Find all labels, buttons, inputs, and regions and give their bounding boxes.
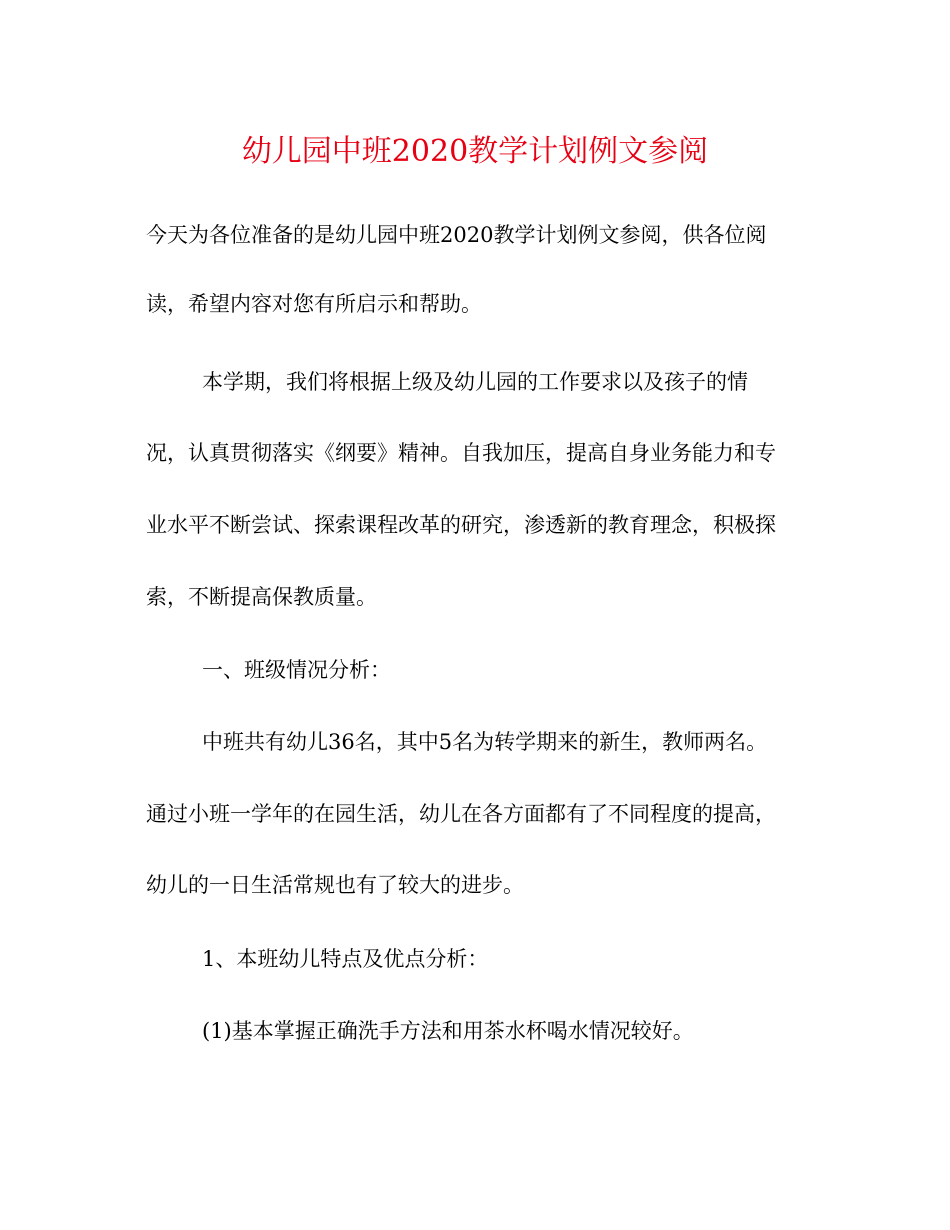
document-title: 幼儿园中班2020教学计划例文参阅 xyxy=(241,134,709,169)
paragraph-line: 况，认真贯彻落实《纲要》精神。自我加压，提高自身业务能力和专 xyxy=(146,441,776,465)
paragraph-line: 索，不断提高保教质量。 xyxy=(146,585,377,609)
paragraph-line: 今天为各位准备的是幼儿园中班2020教学计划例文参阅，供各位阅 xyxy=(146,223,767,247)
paragraph-line: 通过小班一学年的在园生活，幼儿在各方面都有了不同程度的提高， xyxy=(146,802,776,826)
paragraph-line: 幼儿的一日生活常规也有了较大的进步。 xyxy=(146,873,524,897)
paragraph-line: 中班共有幼儿36名，其中5名为转学期来的新生，教师两名。 xyxy=(202,730,768,754)
subsection-heading: 1、本班幼儿特点及优点分析： xyxy=(202,947,489,971)
paragraph-line: 本学期，我们将根据上级及幼儿园的工作要求以及孩子的情 xyxy=(202,370,748,394)
paragraph-line: 读，希望内容对您有所启示和帮助。 xyxy=(146,292,482,316)
list-item: (1)基本掌握正确洗手方法和用茶水杯喝水情况较好。 xyxy=(202,1019,694,1043)
section-heading: 一、班级情况分析： xyxy=(202,658,391,682)
paragraph-line: 业水平不断尝试、探索课程改革的研究，渗透新的教育理念，积极探 xyxy=(146,513,776,537)
